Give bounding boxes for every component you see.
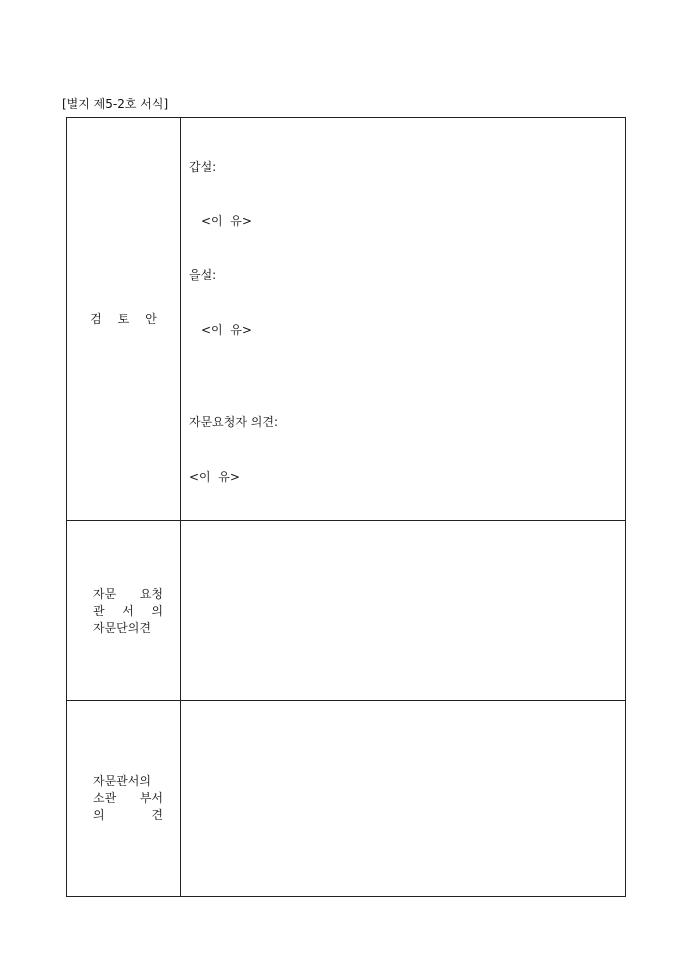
department-header-line: 소관 부서 [93,791,163,805]
review-header-cell [67,118,181,520]
review-header-char: 토 [117,312,130,326]
review-header-label [67,311,180,328]
review-form-table [66,117,626,897]
opinion-a-reason: <이 유> [201,214,252,228]
opinion-b-reason: <이 유> [201,323,252,337]
advisory-header-label [93,586,163,637]
requester-opinion-label: 자문요청자 의견: [189,415,279,429]
opinion-a-label: 갑설: [189,160,217,174]
advisory-header-cell [67,521,181,700]
department-content-cell[interactable] [181,701,625,897]
department-header-line: 자문관서의 [93,774,151,788]
department-opinion-row [67,701,625,897]
form-number-label: [별지 제5-2호 서식] [62,97,169,111]
advisory-opinion-row [67,521,625,701]
advisory-header-line: 자문단의견 [93,621,151,635]
review-row [67,118,625,521]
requester-opinion-reason: <이 유> [189,470,240,484]
advisory-content-cell[interactable] [181,521,625,700]
department-header-line: 의 견 [93,808,163,822]
advisory-header-line: 자문 요청 [93,587,163,601]
department-header-cell [67,701,181,897]
review-header-char: 안 [145,312,157,326]
opinion-b-label: 을설: [189,268,217,282]
review-header-char: 검 [90,312,102,326]
advisory-header-line: 관 서 의 [93,604,163,618]
department-header-label [93,773,163,824]
review-content-cell[interactable] [181,118,625,520]
